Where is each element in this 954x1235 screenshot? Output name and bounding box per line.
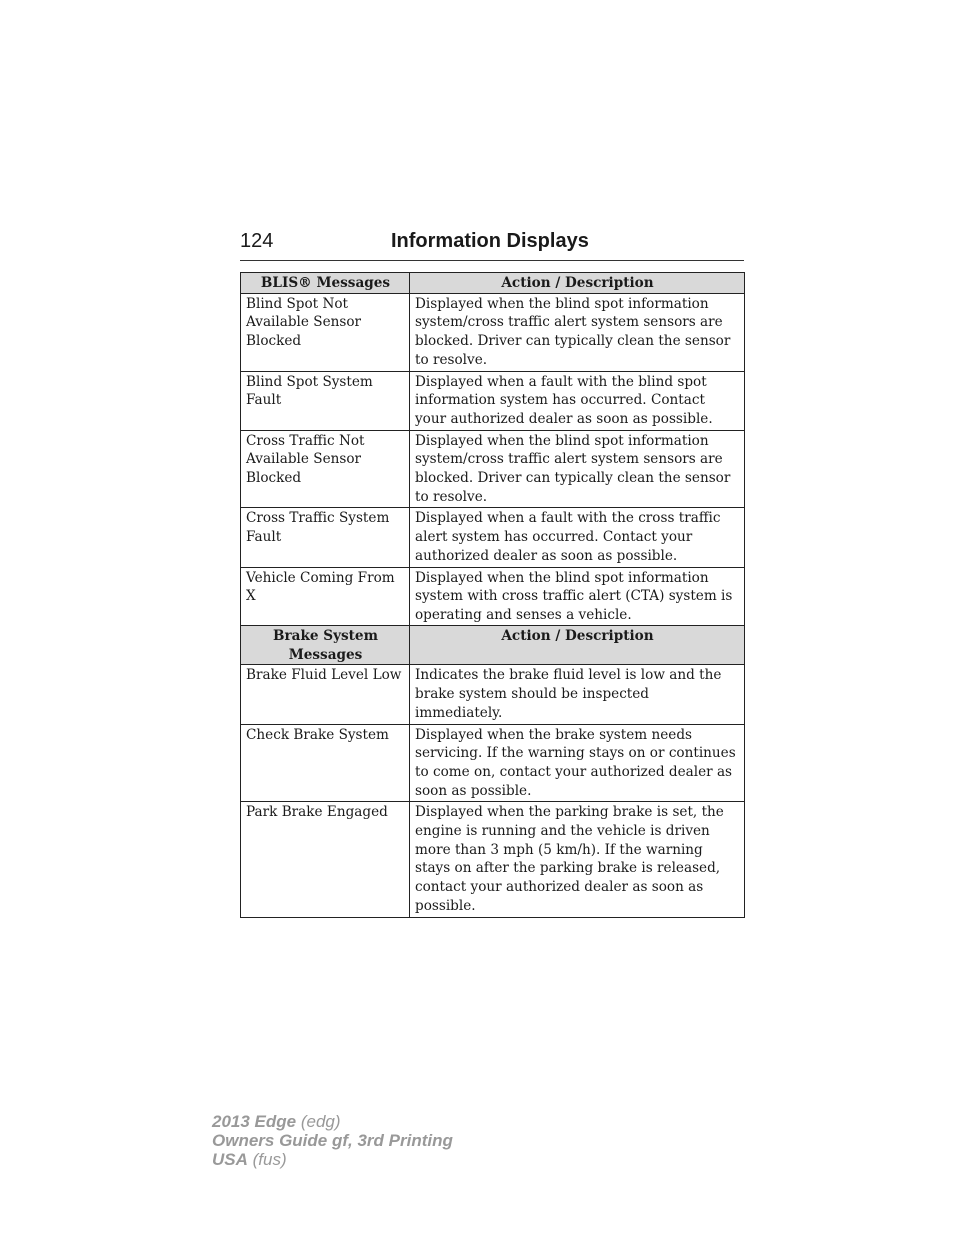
description-cell: Displayed when the blind spot information system/cross traffic alert system sensors are blocked. Driver can typically clean the sensor to resolve. <box>410 293 745 371</box>
description-cell: Displayed when the parking brake is set, the engine is running and the vehicle is driven more than 3 mph (5 km/h). If the warning stays on after the parking brake is released, contact your authorized dealer as soon as possible. <box>410 802 745 917</box>
table-row <box>241 293 745 371</box>
message-cell: Park Brake Engaged <box>241 802 410 917</box>
column-header-messages: Brake System Messages <box>241 626 410 665</box>
table-header-row <box>241 626 745 665</box>
page-footer <box>212 1112 453 1169</box>
table-row <box>241 567 745 626</box>
section-title: Information Displays <box>391 230 589 252</box>
footer-line-market <box>212 1150 453 1169</box>
table-row <box>241 665 745 724</box>
footer-market: USA <box>212 1150 248 1169</box>
column-header-description: Action / Description <box>410 626 745 665</box>
footer-line-guide <box>212 1131 453 1150</box>
page-header <box>240 228 744 261</box>
message-cell: Blind Spot System Fault <box>241 371 410 430</box>
description-cell: Displayed when the blind spot information system/cross traffic alert system sensors are blocked. Driver can typically clean the sensor to resolve. <box>410 430 745 508</box>
blis-messages-table <box>240 272 745 627</box>
message-cell: Cross Traffic System Fault <box>241 508 410 567</box>
footer-market-code: (fus) <box>252 1150 287 1169</box>
message-cell: Cross Traffic Not Available Sensor Blocked <box>241 430 410 508</box>
table-row <box>241 724 745 802</box>
description-cell: Displayed when a fault with the blind spot information system has occurred. Contact your authorized dealer as soon as possible. <box>410 371 745 430</box>
description-cell: Displayed when a fault with the cross traffic alert system has occurred. Contact your authorized dealer as soon as possible. <box>410 508 745 567</box>
message-cell: Blind Spot Not Available Sensor Blocked <box>241 293 410 371</box>
table-header-row <box>241 273 745 294</box>
description-cell: Displayed when the brake system needs servicing. If the warning stays on or continues to come on, contact your authorized dealer as soon as possible. <box>410 724 745 802</box>
footer-model: 2013 Edge <box>212 1112 297 1131</box>
description-cell: Indicates the brake fluid level is low and the brake system should be inspected immediately. <box>410 665 745 724</box>
column-header-description: Action / Description <box>410 273 745 294</box>
brake-system-messages-table <box>240 625 745 918</box>
table-row <box>241 802 745 917</box>
footer-guide: Owners Guide gf, 3rd Printing <box>212 1131 453 1150</box>
message-cell: Brake Fluid Level Low <box>241 665 410 724</box>
table-row <box>241 508 745 567</box>
table-row <box>241 371 745 430</box>
table-row <box>241 430 745 508</box>
message-cell: Check Brake System <box>241 724 410 802</box>
page-number: 124 <box>240 230 274 252</box>
message-cell: Vehicle Coming From X <box>241 567 410 626</box>
column-header-messages: BLIS® Messages <box>241 273 410 294</box>
footer-line-model <box>212 1112 453 1131</box>
description-cell: Displayed when the blind spot information system with cross traffic alert (CTA) system is operating and senses a vehicle. <box>410 567 745 626</box>
footer-model-code: (edg) <box>300 1112 341 1131</box>
